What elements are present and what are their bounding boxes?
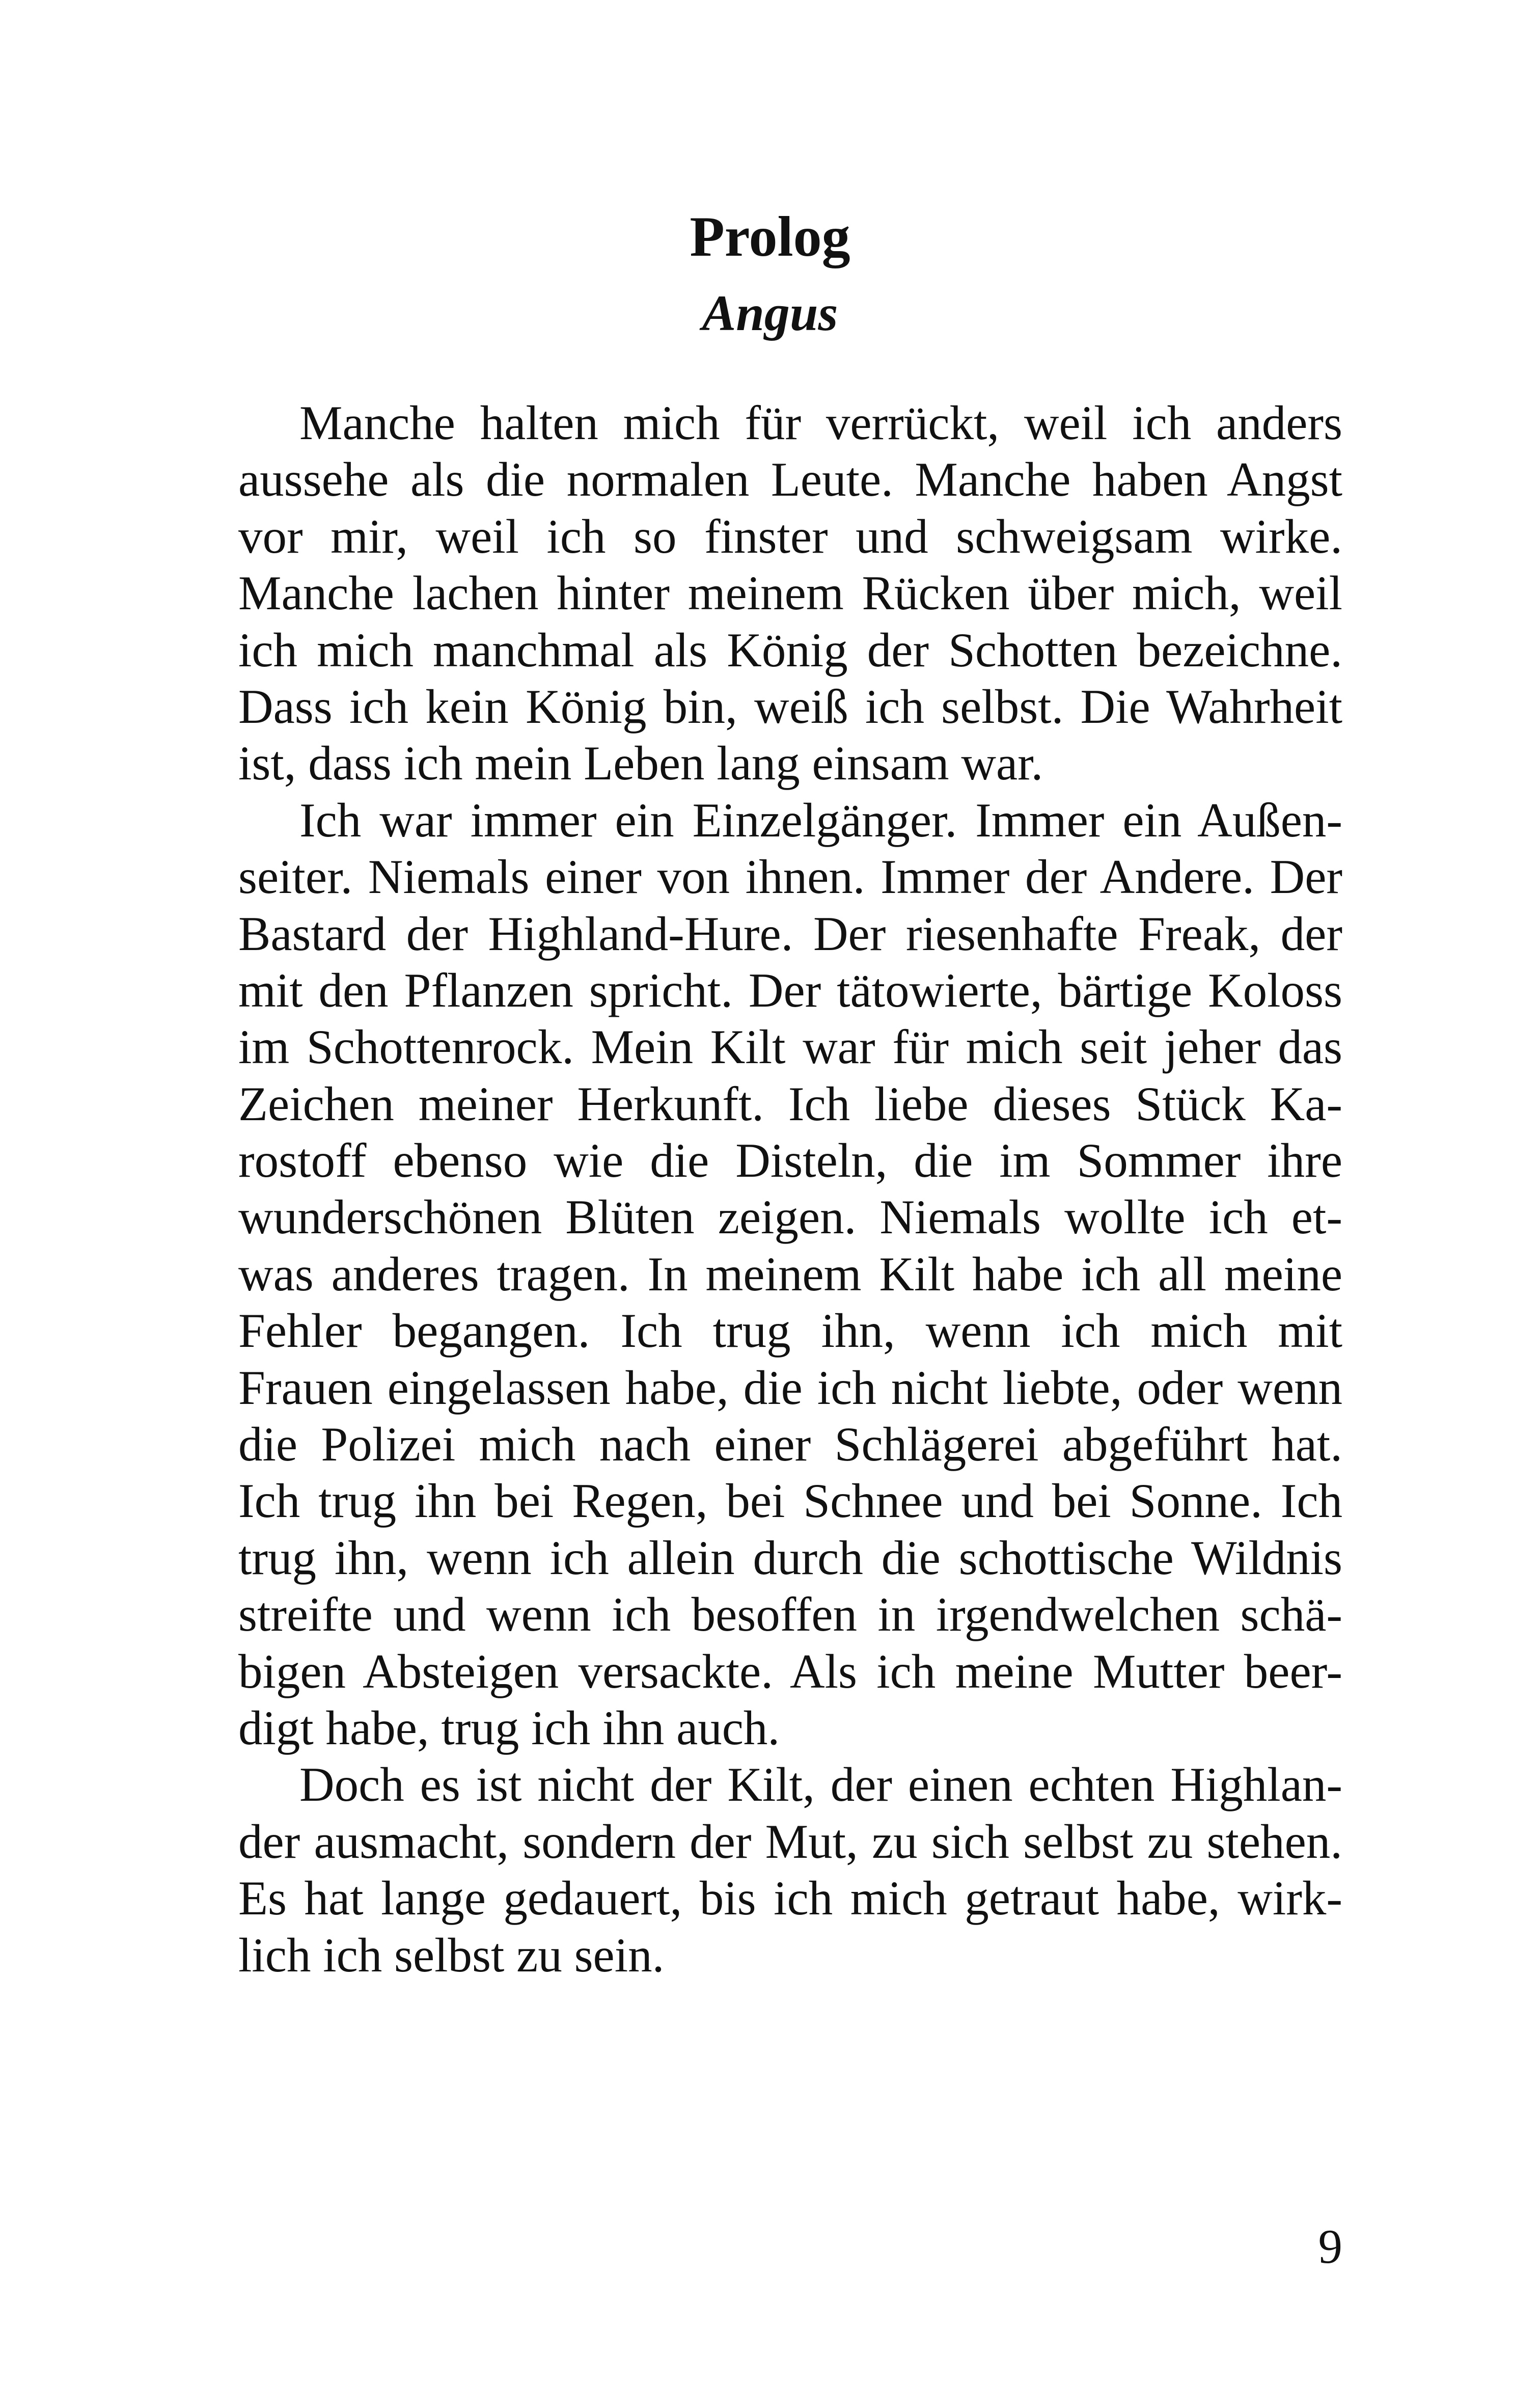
paragraph (238, 1756, 1342, 1984)
text-line: aussehe als die normalen Leute. Manche haben Angst (238, 452, 1342, 507)
chapter-heading (0, 201, 1540, 349)
chapter-subtitle: Angus (702, 285, 838, 341)
text-line: Zeichen meiner Herkunft. Ich liebe dieses Stück Ka- (238, 1076, 1342, 1131)
text-line: die Polizei mich nach einer Schlägerei abgeführt hat. (238, 1417, 1342, 1472)
text-line: Doch es ist nicht der Kilt, der einen echten Highlan- (299, 1757, 1342, 1812)
text-line: Bastard der Highland-Hure. Der riesenhafte Freak, der (238, 906, 1342, 961)
text-line: im Schottenrock. Mein Kilt war für mich seit jeher das (238, 1020, 1342, 1074)
text-line: Frauen eingelassen habe, die ich nicht liebte, oder wenn (238, 1360, 1342, 1415)
text-line: bigen Absteigen versackte. Als ich meine Mutter beer- (238, 1644, 1342, 1698)
text-line: streifte und wenn ich besoffen in irgendwelchen schä- (238, 1587, 1342, 1642)
text-line: Ich war immer ein Einzelgänger. Immer ein Außen- (299, 793, 1342, 847)
text-line: Dass ich kein König bin, weiß ich selbst. Die Wahrheit (238, 679, 1342, 734)
paragraph (238, 792, 1342, 1757)
text-line: rostoff ebenso wie die Disteln, die im Sommer ihre (238, 1133, 1342, 1188)
text-line: lich ich selbst zu sein. (238, 1928, 665, 1982)
text-line: trug ihn, wenn ich allein durch die schottische Wildnis (238, 1530, 1342, 1585)
text-line: Manche halten mich für verrückt, weil ich anders (299, 396, 1342, 450)
text-line: was anderes tragen. In meinem Kilt habe ich all meine (238, 1247, 1342, 1301)
text-line: Es hat lange gedauert, bis ich mich getraut habe, wirk- (238, 1871, 1342, 1926)
text-line: ich mich manchmal als König der Schotten bezeichne. (238, 622, 1342, 677)
text-line: seiter. Niemals einer von ihnen. Immer der Andere. Der (238, 850, 1342, 904)
text-line: digt habe, trug ich ihn auch. (238, 1700, 780, 1755)
page-number: 9 (1318, 2219, 1342, 2273)
text-line: mit den Pflanzen spricht. Der tätowierte, bärtige Koloss (238, 963, 1342, 1017)
text-line: Fehler begangen. Ich trug ihn, wenn ich mich mit (238, 1304, 1342, 1358)
body-text (238, 395, 1342, 1984)
text-line: Ich trug ihn bei Regen, bei Schnee und bei Sonne. Ich (238, 1474, 1342, 1528)
text-line: der ausmacht, sondern der Mut, zu sich selbst zu stehen. (238, 1814, 1342, 1869)
chapter-title: Prolog (690, 205, 850, 268)
paragraph (238, 395, 1342, 792)
text-line: ist, dass ich mein Leben lang einsam war. (238, 736, 1043, 791)
text-line: wunderschönen Blüten zeigen. Niemals wollte ich et- (238, 1190, 1342, 1244)
text-line: vor mir, weil ich so finster und schweigsam wirke. (238, 509, 1342, 563)
text-line: Manche lachen hinter meinem Rücken über mich, weil (238, 566, 1342, 620)
